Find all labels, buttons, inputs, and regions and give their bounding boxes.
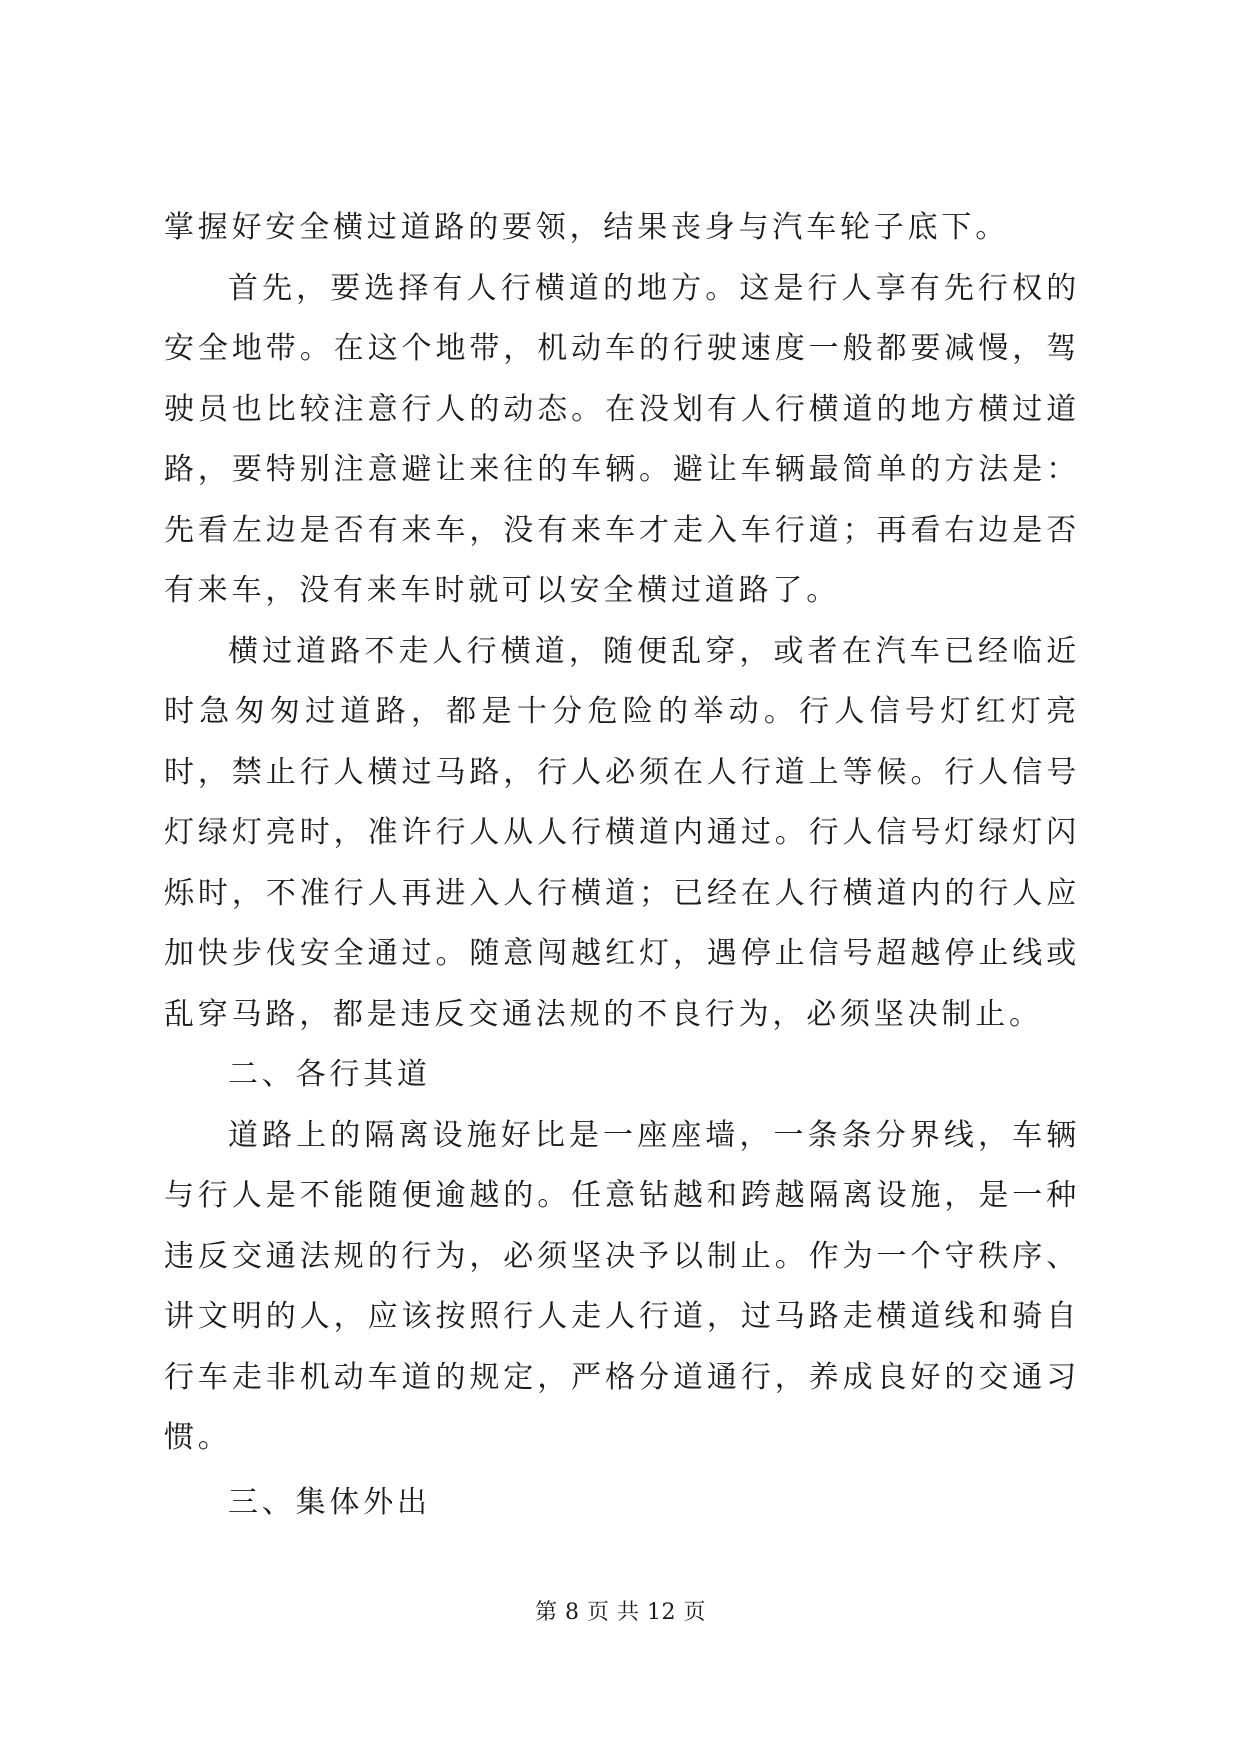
paragraph-continuation: 掌握好安全横过道路的要领，结果丧身与汽车轮子底下。 xyxy=(164,210,1009,245)
section-heading-lanes: 二、各行其道 xyxy=(228,1057,431,1092)
page-number-footer: 第 8 页 共 12 页 xyxy=(535,1600,706,1625)
section-heading-group-outing: 三、集体外出 xyxy=(228,1484,431,1520)
paragraph-barriers: 道路上的隔离设施好比是一座座墙，一条条分界线，车辆与行人是不能随便逾越的。任意钻越和跨越隔离设施，是一种违反交通法规的行为，必须坚决予以制止。作为一个守秩序、讲文明的人，应该按照行人走人行道，过马路走横道线和骑自行车走非机动车道的规定，严格分道通行，养成良好的交通习惯。 xyxy=(164,1117,1080,1455)
paragraph-signals: 横过道路不走人行横道，随便乱穿，或者在汽车已经临近时急匆匆过道路，都是十分危险的举动。行人信号灯红灯亮时，禁止行人横过马路，行人必须在人行道上等候。行人信号灯绿灯亮时，准许行人从人行横道内通过。行人信号灯绿灯闪烁时，不准行人再进入人行横道；已经在人行横道内的行人应加快步伐安全通过。随意闯越红灯，遇停止信号超越停止线或乱穿马路，都是违反交通法规的不良行为，必须坚决制止。 xyxy=(164,633,1080,1032)
document-body xyxy=(164,198,1080,1533)
paragraph-crosswalk: 首先，要选择有人行横道的地方。这是行人享有先行权的安全地带。在这个地带，机动车的行驶速度一般都要减慢，驾驶员也比较注意行人的动态。在没划有人行横道的地方横过道路，要特别注意避让来往的车辆。避让车辆最简单的方法是：先看左边是否有来车，没有来车才走入车行道；再看右边是否有来车，没有来车时就可以安全横过道路了。 xyxy=(164,270,1080,608)
